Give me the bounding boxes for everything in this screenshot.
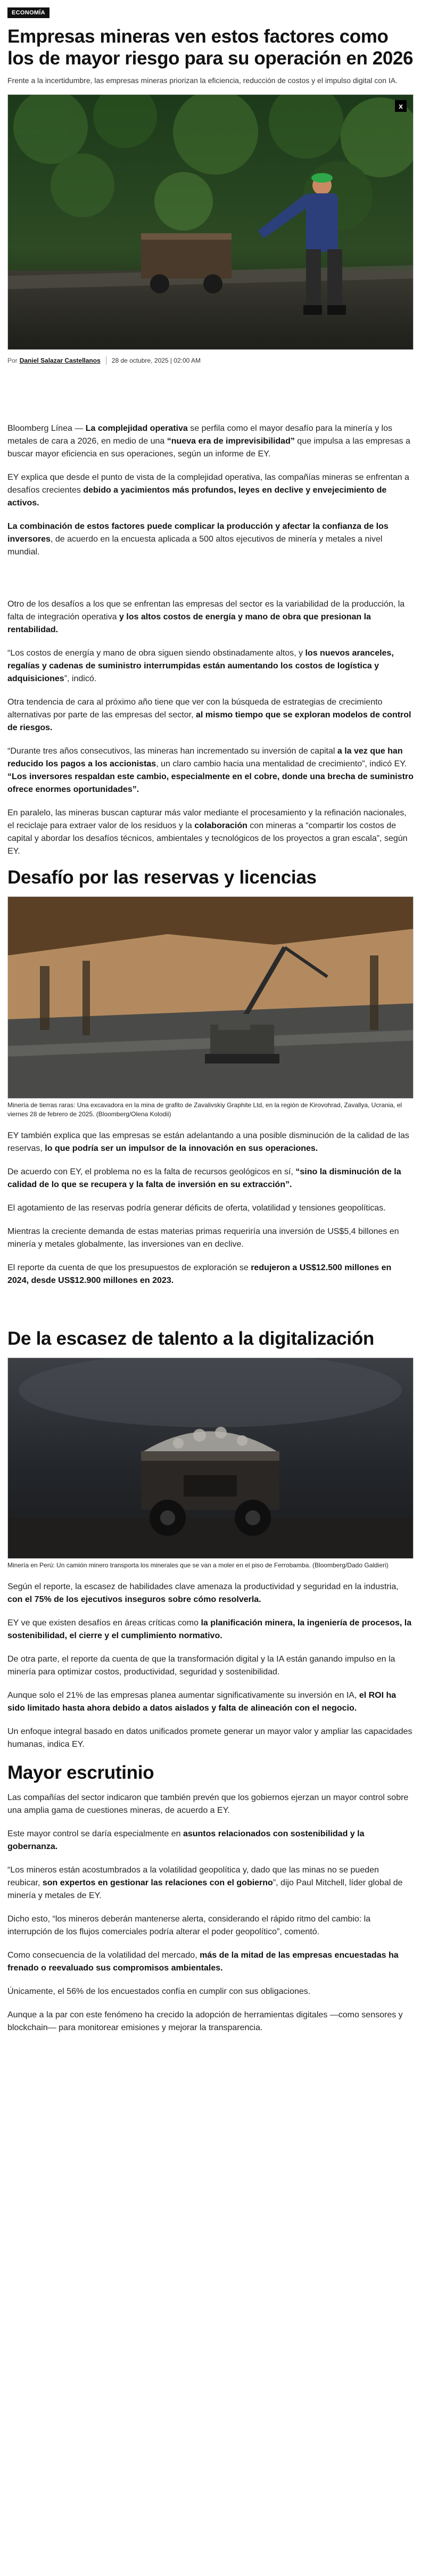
hero-image (7, 94, 414, 350)
paragraph (7, 598, 414, 636)
paragraph (7, 1130, 414, 1155)
paragraph (7, 696, 414, 734)
paragraph (7, 1864, 414, 1902)
text-run: Aunque solo el 21% de las empresas planea aumentar significativamente su inversión en IA, (7, 1691, 359, 1700)
body-part-2 (7, 598, 414, 858)
text-run: Según el reporte, la escasez de habilidades clave amenaza la productividad y seguridad en la industria, (7, 1582, 399, 1591)
text-run: con mineras a “compartir los costos de capital y abordar los desafíos técnicos, ambientales y tecnológicos de los proyectos a gran escala”, según EY. (7, 821, 408, 856)
bold-text: La complejidad operativa (85, 424, 188, 433)
paragraph (7, 745, 414, 796)
paragraph (7, 1166, 414, 1191)
text-run: “Los mineros están acostumbrados a la volatilidad geopolítica y, dado que las minas no se pueden reubicar, (7, 1866, 379, 1887)
paragraph (7, 2009, 414, 2034)
bold-text: lo que podría ser un impulsor de la innovación en sus operaciones. (45, 1144, 318, 1153)
text-run: Las compañías del sector indicaron que también prevén que los gobiernos ejerzan un mayor control sobre una amplia gama de cuestiones mineras, de acuerdo a EY. (7, 1793, 409, 1815)
text-run: Otra tendencia de cara al próximo año tiene que ver con la búsqueda de estrategias de crecimiento alternativas por parte de las empresas del sector, (7, 698, 383, 719)
body-part-5 (7, 1792, 414, 2034)
text-run: ”, dijo Paul Mitchell, líder global de minería y metales de EY. (7, 1878, 403, 1900)
text-run: ”, indicó. (64, 674, 97, 683)
paragraph (7, 1828, 414, 1853)
text-run: se perfila como el mayor desafío para la minería y los metales de cara a 2026, en medio de una (7, 424, 392, 446)
text-run: En paralelo, las mineras buscan capturar más valor mediante el procesamiento y la refinación nacionales, el reciclaje para extraer valor de los residuos y la (7, 808, 407, 830)
hero-photo (8, 95, 414, 350)
text-run: Dicho esto, “los mineros deberán mantenerse alerta, considerando el rápido ritmo del cambio: la interrupción de los flujos comerciales podría alterar el poder geopolítico”, comentó. (7, 1915, 371, 1936)
text-run: De otra parte, el reporte da cuenta de que la transformación digital y la IA están ganando impulso en la minería para optimizar costos, productividad, seguridad y sostenibilidad. (7, 1655, 395, 1677)
text-run: De acuerdo con EY, el problema no es la falta de recursos geológicos en sí, (7, 1167, 296, 1176)
bold-text: más de la mitad de las empresas encuestadas ha frenado o reevaluado sus compromisos ambientales. (7, 1951, 399, 1973)
paragraph (7, 807, 414, 858)
bold-text: a la vez que han reducido los pagos a los accionistas (7, 747, 403, 768)
figure-excavator (7, 896, 414, 1099)
paragraph (7, 1725, 414, 1751)
bold-text: al mismo tiempo que se exploran modelos de control de riesgos. (7, 710, 411, 732)
text-run: Únicamente, el 56% de los encuestados confía en cumplir con sus obligaciones. (7, 1987, 311, 1996)
bold-text: con el 75% de los ejecutivos inseguros sobre cómo resolverla. (7, 1595, 261, 1604)
text-run: que impulsa a las empresas a buscar mayor eficiencia en sus operaciones, según un informe de EY. (7, 437, 410, 459)
bold-text: “Los inversores respaldan este cambio, especialmente en el cobre, donde una brecha de suministro ofrece enormes oportunidades”. (7, 772, 414, 794)
body-part-4 (7, 1581, 414, 1751)
text-run: Aunque a la par con este fenómeno ha crecido la adopción de herramientas digitales —como sensores y blockchain— para monitorear emisiones y mejorar la transparencia. (7, 2010, 403, 2032)
subhead: Frente a la incertidumbre, las empresas mineras priorizan la eficiencia, reducción de costos y el impulso digital con IA. (7, 76, 398, 85)
paragraph (7, 471, 414, 510)
bold-text: los nuevos aranceles, regalías y cadenas de suministro interrumpidas están aumentando los costos de logística y adquisiciones (7, 649, 394, 683)
text-run: , de acuerdo en la encuesta aplicada a 500 altos ejecutivos de minería y metales a nivel mundial. (7, 535, 383, 557)
excavator-photo (8, 897, 414, 1099)
text-run: EY también explica que las empresas se están adelantando a una posible disminución de la calidad de las reservas, (7, 1131, 409, 1153)
text-run: Otro de los desafíos a los que se enfrentan las empresas del sector es la variabilidad de la producción, la falta de integración operativa (7, 600, 405, 621)
section-tag[interactable]: ECONOMÍA (7, 7, 49, 18)
text-run: EY explica que desde el punto de vista de la complejidad operativa, las compañías mineras se enfrentan a desafíos crecientes (7, 473, 409, 495)
text-run: Un enfoque integral basado en datos unificados promete generar un mayor valor y ampliar las capacidades humanas, indica EY. (7, 1727, 412, 1749)
text-run: Mientras la creciente demanda de estas materias primas requeriría una inversión de US$5,4 billones en minería y metales globalmente, las inversiones van en declive. (7, 1227, 399, 1249)
paragraph (7, 1225, 414, 1251)
bold-text: “nueva era de imprevisibilidad” (167, 437, 295, 446)
paragraph (7, 1262, 414, 1287)
section-title-reserves: Desafío por las reservas y licencias (7, 867, 317, 888)
paragraph (7, 1949, 414, 1975)
text-run: EY ve que existen desafíos en áreas críticas como (7, 1618, 201, 1628)
text-run: Bloomberg Línea — (7, 424, 86, 433)
paragraph (7, 1913, 414, 1939)
text-run: El reporte da cuenta de que los presupuestos de exploración se (7, 1263, 251, 1272)
bold-text: colaboración (194, 821, 247, 830)
bold-text: “sino la disminución de la calidad de lo que se recupera y la falta de inversión en su extracción”. (7, 1167, 401, 1189)
author-link[interactable]: Daniel Salazar Castellanos (19, 357, 101, 364)
bold-text: redujeron a US$12.500 millones en 2024, desde US$12.900 millones en 2023. (7, 1263, 392, 1285)
text-run: Como consecuencia de la volatilidad del mercado, (7, 1951, 200, 1960)
bold-text: la planificación minera, la ingeniería de procesos, la sostenibilidad, el cierre y el cumplimiento normativo. (7, 1618, 412, 1640)
bold-text: son expertos en gestionar las relaciones con el gobierno (42, 1878, 273, 1887)
headline: Empresas mineras ven estos factores como los de mayor riesgo para su operación en 2026 (7, 26, 414, 69)
text-run: “Durante tres años consecutivos, las mineras han incrementado su inversión de capital (7, 747, 337, 756)
paragraph (7, 1689, 414, 1715)
text-run: Este mayor control se daría especialmente en (7, 1829, 183, 1838)
paragraph (7, 520, 414, 559)
paragraph (7, 1581, 414, 1606)
excavator-caption: Minería de tierras raras: Una excavadora en la mina de grafito de Zavalivskiy Graphite Ltd, en la región de Kirovohrad, Zavallya, Ucrania, el viernes 28 de febrero de 2025. (Bloomberg/Olena Kolodii) (7, 1101, 402, 1118)
figure-truck (7, 1357, 414, 1559)
paragraph (7, 1617, 414, 1642)
section-title-scrutiny: Mayor escrutinio (7, 1762, 154, 1783)
truck-photo (8, 1358, 414, 1559)
text-run: El agotamiento de las reservas podría generar déficits de oferta, volatilidad y tensiones geopolíticas. (7, 1204, 386, 1213)
paragraph (7, 1202, 414, 1215)
text-run: , un claro cambio hacia una mentalidad de crecimiento”, indicó EY. (156, 759, 407, 768)
paragraph (7, 422, 414, 461)
body-part-1 (7, 422, 414, 559)
close-icon[interactable]: x (395, 100, 407, 112)
byline-prefix: Por (7, 357, 18, 364)
paragraph (7, 647, 414, 685)
bold-text: La combinación de estos factores puede complicar la producción y afectar la confianza de los inversores (7, 522, 389, 544)
bold-text: debido a yacimientos más profundos, leyes en declive y envejecimiento de activos. (7, 486, 387, 508)
paragraph (7, 1985, 414, 1998)
paragraph (7, 1792, 414, 1817)
publish-date: 28 de octubre, 2025 | 02:00 AM (111, 357, 201, 364)
truck-caption: Minería en Perú: Un camión minero transporta los minerales que se van a moler en el piso de Ferrobamba. (Bloomberg/Dado Galdieri) (7, 1561, 389, 1569)
body-part-3 (7, 1130, 414, 1287)
text-run: “Los costos de energía y mano de obra siguen siendo obstinadamente altos, y (7, 649, 306, 658)
bold-text: y los altos costos de energía y mano de obra que presionan la rentabilidad. (7, 612, 371, 634)
byline (7, 356, 414, 365)
section-title-talent: De la escasez de talento a la digitalización (7, 1328, 375, 1349)
bold-text: asuntos relacionados con sostenibilidad y la gobernanza. (7, 1829, 365, 1851)
paragraph (7, 1653, 414, 1679)
bold-text: el ROI ha sido limitado hasta ahora debido a datos aislados y falta de alineación con el negocio. (7, 1691, 397, 1713)
